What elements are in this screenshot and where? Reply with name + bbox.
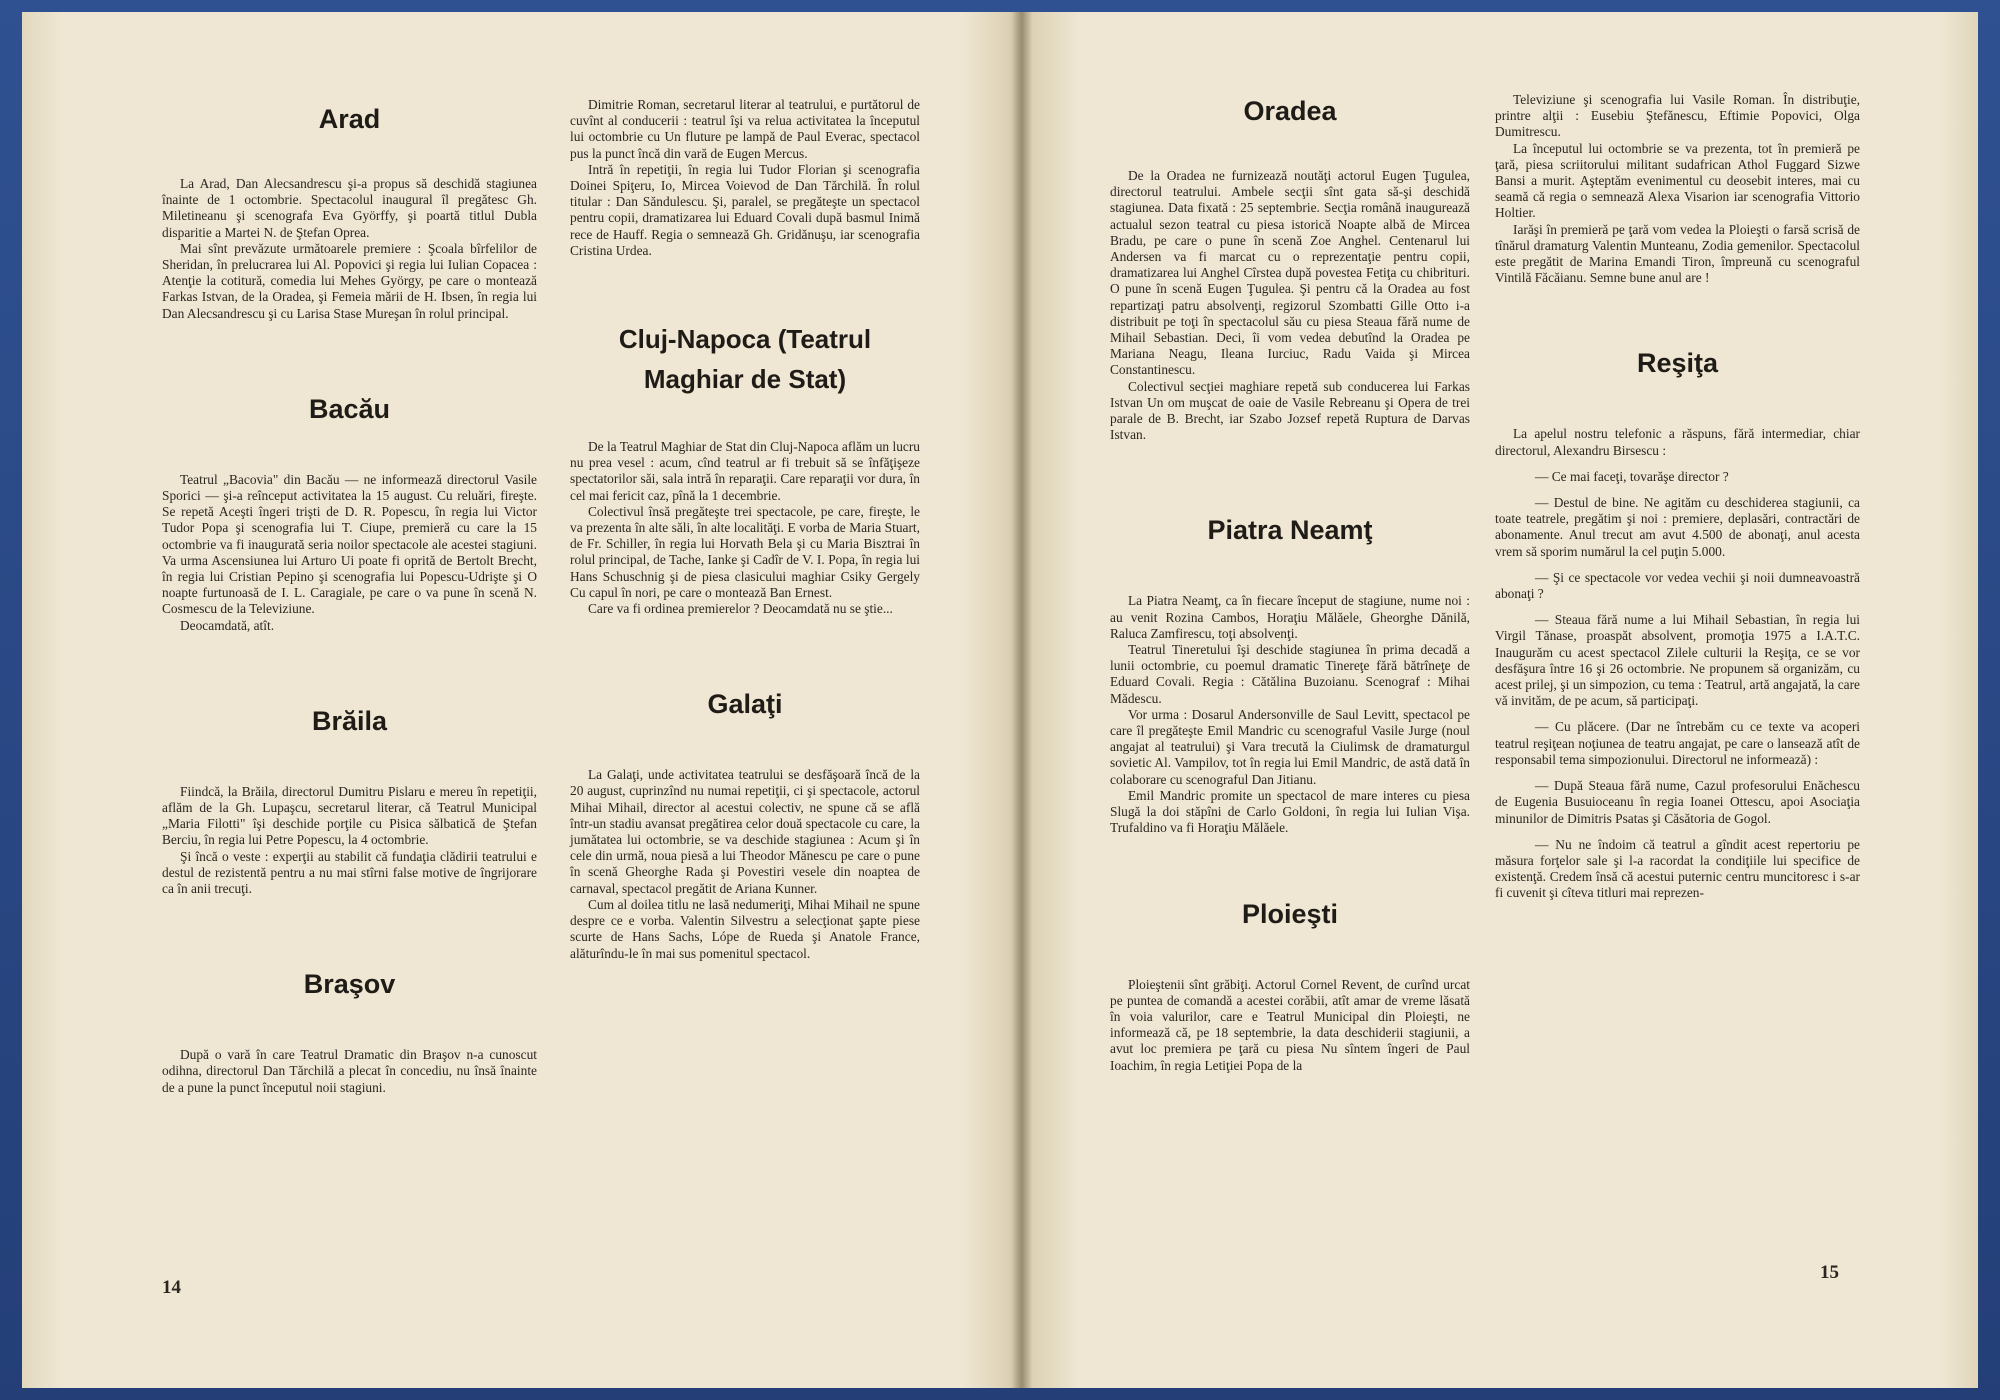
article-paragraph: După o vară în care Teatrul Dramatic din Braşov n-a cunoscut odihna, directorul Dan Tărchilă a plecat în concediu, nu însă înainte de a pune la punct începutul noii stagiuni. [162,1047,537,1095]
right-page [1020,12,1978,1388]
heading-spacer [1110,547,1470,593]
section-spacer [162,322,537,392]
page-number: 15 [1820,1262,1839,1283]
article-paragraph: Emil Mandric promite un spectacol de mare interes cu piesa Slugă la doi stăpîni de Carlo Goldoni, în regia lui Iulian Vişa. Trufaldino va fi Horaţiu Mălăele. [1110,787,1470,836]
right-column-2 [1495,92,1860,912]
article-heading: Oradea [1243,96,1337,126]
section-spacer [162,634,537,704]
article-paragraph: — Steaua fără nume a lui Mihail Sebastian, în regia lui Virgil Tănase, proaspăt absolvent, promoţia 1975 a I.A.T.C. Inaugurăm cu acest spectacol Zilele culturii la Reşiţa, ce se vor desfăşura între 16 şi 26 octombrie. Ne propunem să organizăm, cu acest prilej, şi un simpozion, cu tema : Teatrul, artă angajată, la care vă invităm, de pe acum, să participaţi. [1495,612,1860,709]
article-paragraph: Dimitrie Roman, secretarul literar al teatrului, e purtătorul de cuvînt al conducerii : teatrul îşi va relua activitatea la începutul lui octombrie cu Un fluture pe lampă de Paul Everac, spectacol pus la punct încă din vară de Eugen Mercus. [570,97,920,161]
left-column-1 [162,102,537,1096]
article-heading: Ploieşti [1241,898,1339,929]
article-paragraph: Colectivul secţiei maghiare repetă sub conducerea lui Farkas Istvan Un om muşcat de oaie de Vasile Rebreanu şi Opera de trei parale de B. Brecht, iar Szabo Jozsef repetă Ruptura de Darvas Istvan. [1110,378,1470,443]
article-paragraph: La începutul lui octombrie se va prezenta, tot în premieră pe ţară, piesa scriitorului militant sudafrican Athol Fuggard Sizwe Bansi a murit. Aşteptăm evenimentul cu deosebit interes, mai cu seamă că regia o semnează Alexa Visarion iar scenografia Vittorio Holtier. [1495,140,1860,221]
article-paragraph: Ploieştenii sînt grăbiţi. Actorul Cornel Revent, de curînd urcat pe puntea de comandă a acestei corăbii, atît amar de vreme lăsată în voia valurilor, care e Teatrul Municipal din Ploieşti, ne informează că, pe 18 septembrie, la data deschiderii stagiunii, a avut loc premiera pe ţară cu piesa Nu sîntem îngeri de Paul Ioachim, în regia Letiţiei Popa de la [1110,976,1470,1073]
article-paragraph: Cum al doilea titlu ne lasă nedumeriţi, Mihai Mihail ne spune despre ce e vorba. Valentin Silvestru a selecţionat şapte piese scurte de Hans Sachs, Lópe de Rueda şi Anatole France, alăturîndu-le în mai sus pomenitul spectacol. [570,896,920,961]
article-heading: Arad [318,104,381,134]
article-paragraph: La Piatra Neamţ, ca în fiecare început de stagiune, nume noi : au venit Rozina Cambos, Horaţiu Mălăele, Gheorghe Dănilă, Raluca Zamfirescu, toţi absolvenţi. [1110,593,1470,641]
article-paragraph: La apelul nostru telefonic a răspuns, fără intermediar, chiar directorul, Alexandru Birsescu : [1495,426,1860,458]
heading-spacer [1110,931,1470,977]
article-paragraph: Teatrul Tineretului îşi deschide stagiunea în prima decadă a lunii octombrie, cu poemul dramatic Tinereţe fără bătrîneţe de Eduard Covali. Regia : Cătălina Buzoianu. Scenograf : Mihai Mădescu. [1110,642,1470,706]
article-heading: Braşov [303,969,396,1000]
section-spacer [570,617,920,687]
article-paragraph: Mai sînt prevăzute următoarele premiere : Şcoala bîrfelilor de Sheridan, în prelucrarea lui Al. Popovici şi regia lui Iulian Copacea : Atenţie la cotitură, comedia lui Mehes György, pe care o montează Farkas Istvan, de la Oradea, şi Femeia mării de H. Ibsen, în regia lui Dan Alecsandrescu şi cu Larisa Stase Mureşan în rolul principal. [162,240,537,321]
article-paragraph: — Ce mai faceţi, tovarăşe director ? [1535,468,1729,484]
article-paragraph: — Nu ne îndoim că teatrul a gîndit acest repertoriu pe măsura forţelor sale şi l-a racordat la condiţiile lui specifice de existenţă. Credem însă că acestui puternic centru muncitoresc i s-ar fi cuvenit şi cîteva titluri mai reprezen- [1495,836,1860,901]
article-paragraph: Vor urma : Dosarul Andersonville de Saul Levitt, spectacol pe care îl pregăteşte Emil Mandric cu scenograful Vasile Jurge (noul angajat al teatrului) şi Vara trecută la Ciulimsk de dramaturgul sovietic Al. Vampilov, tot în regia lui Emil Mandric, de astă dată în colaborare cu scenograful Dan Jitianu. [1110,706,1470,787]
article-paragraph: Şi încă o veste : experţii au stabilit că fundaţia clădirii teatrului e destul de rezistentă pentru a nu mai stîrni false motive de îngrijorare ca în anii trecuţi. [162,848,537,897]
article-paragraph: Teatrul „Bacovia" din Bacău — ne informează directorul Vasile Sporici — şi-a reînceput activitatea la 15 august. Cu reluări, fireşte. Se repetă Aceşti îngeri trişti de D. R. Popescu, în regia lui Victor Tudor Popa şi scenografia lui T. Ciupe, premieră cu care la 15 octombrie va fi inaugurată seria noilor spectacole ale acestei stagiuni. Va urma Ascensiunea lui Arturo Ui poate fi oprită de Bertolt Brecht, în regia lui Cristian Pepino şi scenografia lui Popescu-Udrişte şi O noapte furtunoasă de I. L. Caragiale, pe care o va pune în scenă N. Cosmescu de la Televiziune. [162,471,537,617]
article-heading: Bacău [308,393,391,424]
heading-spacer [162,136,537,176]
heading-spacer [162,426,537,472]
article-paragraph: Colectivul însă pregăteşte trei spectacole, pe care, fireşte, le va prezenta în alte săli, în alte localităţi. E vorba de Maria Stuart, de Fr. Schiller, în regia lui Horvath Bela şi cu Maria Bisztrai în rolul principal, de Tache, Ianke şi Cadîr de V. I. Popa, în regia lui Hans Schuschnig şi de piesa clasicului maghiar Csiky Gergely Cu capul în nori, pe care o montează Ban Ernest. [570,503,920,600]
article-paragraph: De la Teatrul Maghiar de Stat din Cluj-Napoca aflăm un lucru nu prea vesel : acum, cînd teatrul ar fi trebuit să se înfăţişeze spectatorilor săi, sala intră în reparaţii. Care reparaţii vor dura, în cel mai fericit caz, pînă la 1 decembrie. [570,439,920,503]
article-paragraph: — Destul de bine. Ne agităm cu deschiderea stagiunii, ca toate teatrele, pregătim şi noi : premiere, deplasări, contractări de abonamente. Anul trecut am avut 4.500 de abonaţi, anul acesta vrem să sporim numărul la cel puţin 5.000. [1495,495,1860,559]
page-number: 14 [162,1277,181,1298]
article-heading: Reşiţa [1636,348,1719,379]
article-heading: Piatra Neamţ [1207,515,1373,546]
left-column-2 [570,97,920,962]
article-paragraph: Care va fi ordinea premierelor ? Deocamdată nu se ştie... [588,601,893,617]
article-paragraph: La Arad, Dan Alecsandrescu şi-a propus să deschidă stagiunea înainte de 1 octombrie. Spectacolul inaugural îl pregătesc Gh. Miletineanu şi scenografa Eva Györffy, şi poartă titlul Dubla disparitie a Martei N. de Ştefan Oprea. [162,176,537,240]
heading-spacer [570,399,920,439]
heading-spacer [1110,128,1470,168]
article-paragraph: — Cu plăcere. (Dar ne întrebăm cu ce texte va acoperi teatrul reşiţean noţiunea de teatru angajat, pe care o lansează atît de responsabil tema simpozionului. Directorul ne informează) : [1495,719,1860,767]
section-spacer [1495,286,1860,346]
heading-spacer [1495,380,1860,426]
article-paragraph: Fiindcă, la Brăila, directorul Dumitru Pislaru e mereu în repetiţii, aflăm de la Gh. Lupaşcu, secretarul literar, că Teatrul Municipal „Maria Filotti" îşi deschide porţile cu Pisica sălbatică de Ştefan Berciu, în regia lui Petre Popescu, la 4 octombrie. [162,783,537,848]
article-paragraph: — Şi ce spectacole vor vedea vechii şi noii dumneavoastră abonaţi ? [1495,569,1860,602]
article-paragraph: La Galaţi, unde activitatea teatrului se desfăşoară încă de la 20 august, cuprinzînd nu numai repetiţii, ci şi spectacole, actorul Mihai Mihail, director al acestui colectiv, ne spune că se află într-un stadiu avansat pregătirea celor două spectacole cu care, la jumătatea lui octombrie, se va deschide stagiunea : Acum şi în cele din urmă, noua piesă a lui Theodor Mănescu pe care o pune în scenă Gheorghe Rada şi Povestiri vesele din noaptea de carnaval, spectacol pregătit de Ariana Kunner. [570,767,920,896]
article-paragraph: Iarăşi în premieră pe ţară vom vedea la Ploieşti o farsă scrisă de tînărul dramaturg Valentin Munteanu, Zodia gemenilor. Spectacolul este pregătit de Marina Emandi Tiron, împreună cu scenograful Vintilă Făcăianu. Semne bune anul are ! [1495,221,1860,286]
article-paragraph: Intră în repetiţii, în regia lui Tudor Florian şi scenografia Doinei Spiţeru, Io, Mircea Voievod de Dan Tărchilă. În rolul titular : Dan Săndulescu. Şi, paralel, se pregăteşte un spectacol pentru copii, dramatizarea lui Eduard Covali după basmul Inimă rece de Hauff. Regia o semnează Gh. Gridănuşu, iar scenografia Cristina Urdea. [570,161,920,258]
article-heading: Galaţi [707,689,783,720]
section-spacer [1110,837,1470,897]
article-paragraph: De la Oradea ne furnizează noutăţi actorul Eugen Ţugulea, directorul teatrului. Ambele secţii sînt gata să-şi deschidă stagiunea. Data fixată : 25 septembrie. Secţia română inaugurează actualul sezon teatral cu piesa istorică Noapte albă de Mircea Bradu, pe care o pune în scenă Zoe Anghel. Centenarul lui Andersen va fi marcat cu o reprezentaţie pentru copii, dramatizarea lui Anghel Cîrstea după povestea Fetiţa cu chibrituri. O pune în scenă Eugen Ţugulea. Şi pentru că la Oradea au fost repartizaţi patru absolvenţi, regizorul Szombatti Gille Otto i-a distribuit pe toţi în spectacolul său cu piesa Steaua fără nume de Mihail Sebastian. Deci, îi vom vedea debutînd la Oradea pe Mariana Neagu, Ileana Iurciuc, Radu Vaida şi Mircea Constantinescu. [1110,168,1470,378]
right-column-1 [1110,94,1470,1074]
heading-spacer [162,1001,537,1047]
section-spacer [162,897,537,967]
article-paragraph: — După Steaua fără nume, Cazul profesorului Enăchescu de Eugenia Busuioceanu în regia Ioanei Ottescu, apoi Asociaţia minunilor de Dimitris Psatas şi Căsătoria de Gogol. [1495,778,1860,826]
article-heading: Cluj-Napoca (Teatrul Maghiar de Stat) [618,324,872,395]
left-page [22,12,1020,1388]
heading-spacer [162,738,537,784]
book-gutter [1012,12,1032,1388]
section-spacer [570,259,920,319]
article-heading: Brăila [311,705,388,736]
section-spacer [1110,443,1470,513]
heading-spacer [570,721,920,767]
article-paragraph: Deocamdată, atît. [180,617,275,633]
article-paragraph: Televiziune şi scenografia lui Vasile Roman. În distribuţie, printre alţii : Eusebiu Ştefănescu, Eftimie Popovici, Olga Dumitrescu. [1495,92,1860,140]
